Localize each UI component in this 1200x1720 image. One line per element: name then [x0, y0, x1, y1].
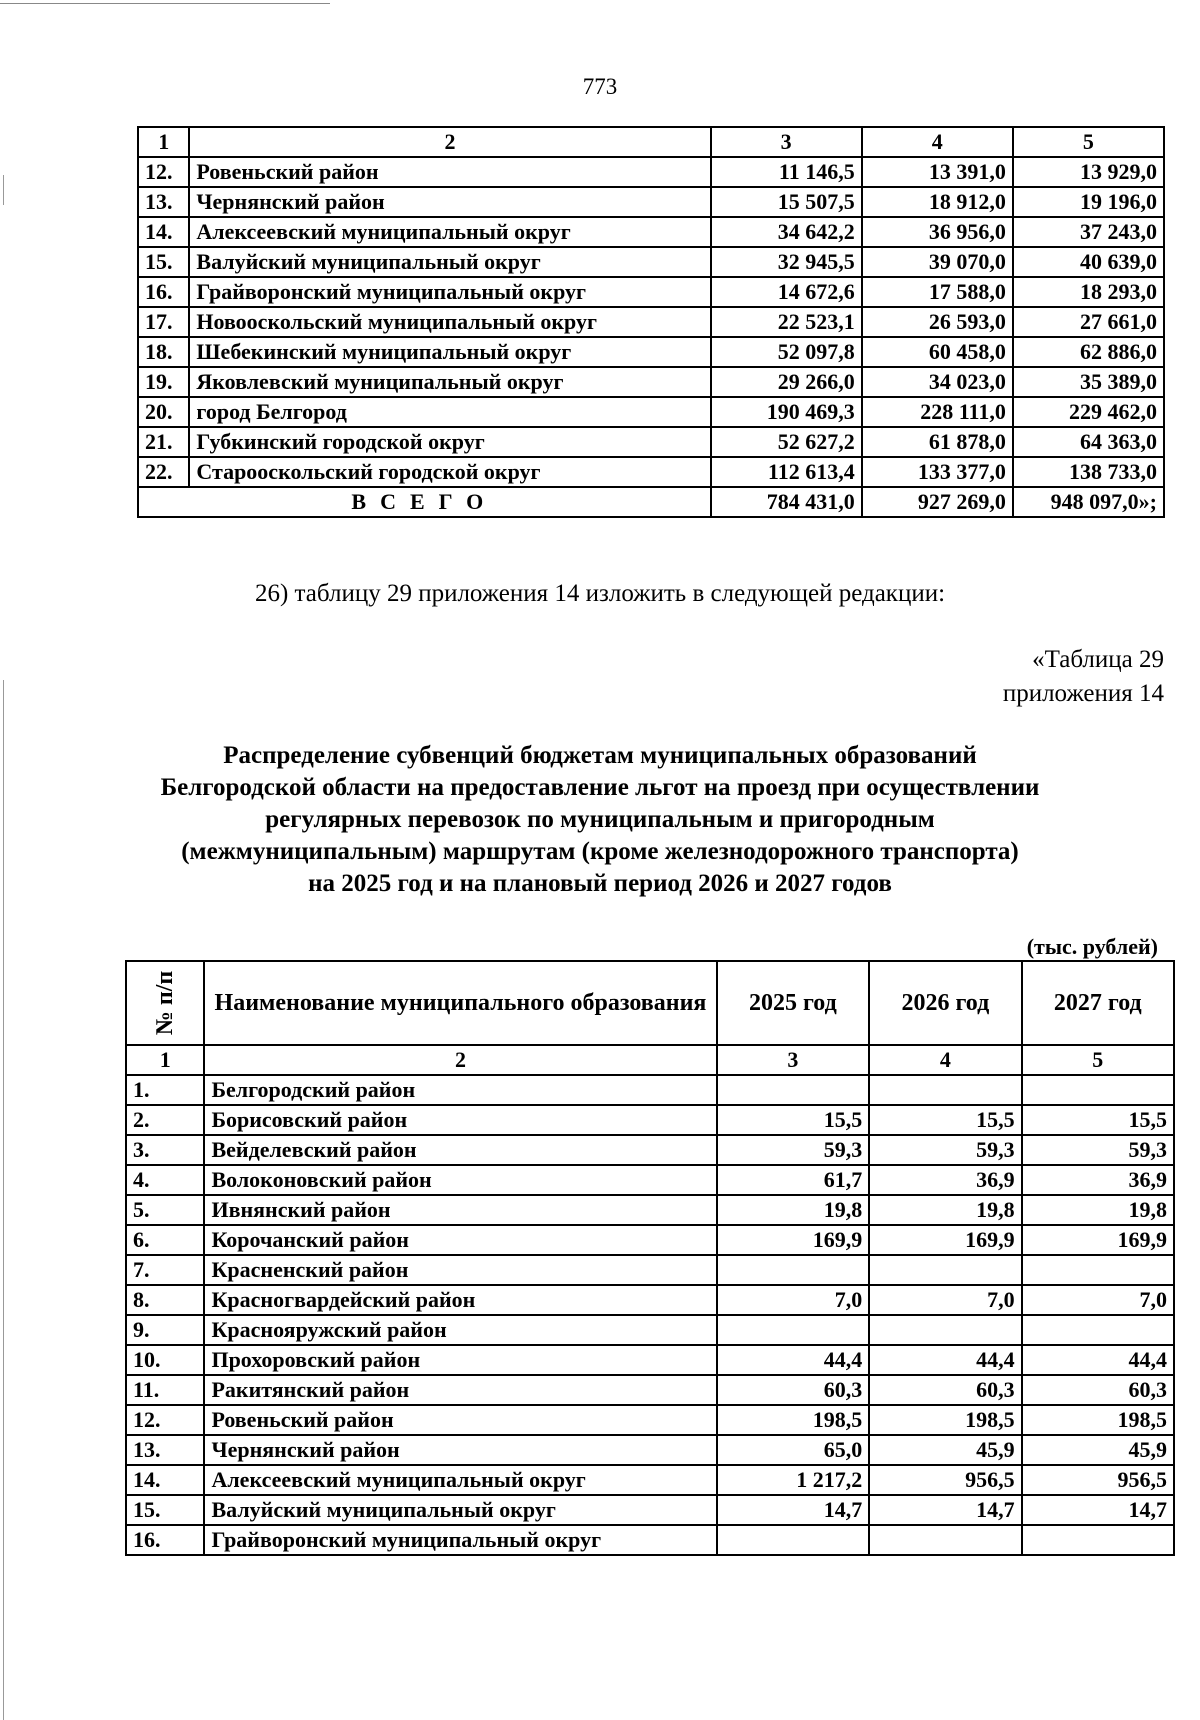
table-caption-line: «Таблица 29: [1032, 646, 1164, 673]
column-number: 3: [711, 127, 862, 157]
value-2026: 60 458,0: [862, 337, 1013, 367]
value-2025: 15,5: [717, 1105, 870, 1135]
value-2027: 15,5: [1022, 1105, 1174, 1135]
row-number: 21.: [138, 427, 189, 457]
row-number: 4.: [126, 1165, 204, 1195]
municipality-name: Яковлевский муниципальный округ: [189, 367, 710, 397]
value-2026: [869, 1075, 1021, 1105]
column-number: 1: [126, 1045, 204, 1075]
header-year-2027: 2027 год: [1022, 961, 1174, 1045]
row-number: 8.: [126, 1285, 204, 1315]
municipality-name: Грайворонский муниципальный округ: [189, 277, 710, 307]
municipality-name: Шебекинский муниципальный округ: [189, 337, 710, 367]
value-2027: 14,7: [1022, 1495, 1174, 1525]
title-line: (межмуниципальным) маршрутам (кроме железнодорожного транспорта): [181, 838, 1019, 865]
value-2025: [717, 1255, 870, 1285]
row-number: 1.: [126, 1075, 204, 1105]
units-label: (тыс. рублей): [1026, 934, 1158, 959]
municipality-name: Грайворонский муниципальный округ: [204, 1525, 716, 1555]
total-value: 927 269,0: [862, 487, 1013, 517]
table-row: [138, 337, 1164, 367]
value-2027: 60,3: [1022, 1375, 1174, 1405]
row-number: 19.: [138, 367, 189, 397]
table-row: [126, 1345, 1174, 1375]
row-number: 9.: [126, 1315, 204, 1345]
row-number: 7.: [126, 1255, 204, 1285]
table-row: [126, 1075, 1174, 1105]
table-row: [138, 307, 1164, 337]
row-number: 10.: [126, 1345, 204, 1375]
row-number: 22.: [138, 457, 189, 487]
municipality-name: Алексеевский муниципальный округ: [204, 1465, 716, 1495]
value-2025: 19,8: [717, 1195, 870, 1225]
row-number: 17.: [138, 307, 189, 337]
value-2027: 138 733,0: [1013, 457, 1164, 487]
column-number: 4: [862, 127, 1013, 157]
table-row: [138, 397, 1164, 427]
value-2025: [717, 1525, 870, 1555]
header-name: Наименование муниципального образования: [204, 961, 716, 1045]
value-2027: 45,9: [1022, 1435, 1174, 1465]
municipality-name: Корочанский район: [204, 1225, 716, 1255]
value-2027: 64 363,0: [1013, 427, 1164, 457]
row-number: 18.: [138, 337, 189, 367]
continuation-table: [137, 126, 1165, 518]
value-2025: 169,9: [717, 1225, 870, 1255]
row-number: 20.: [138, 397, 189, 427]
value-2026: [869, 1315, 1021, 1345]
header-row: [126, 961, 1174, 1045]
table-row: [126, 1435, 1174, 1465]
row-number: 13.: [138, 187, 189, 217]
value-2025: 44,4: [717, 1345, 870, 1375]
value-2026: 61 878,0: [862, 427, 1013, 457]
value-2027: 198,5: [1022, 1405, 1174, 1435]
value-2026: 13 391,0: [862, 157, 1013, 187]
value-2026: 956,5: [869, 1465, 1021, 1495]
table-row: [126, 1105, 1174, 1135]
value-2026: 15,5: [869, 1105, 1021, 1135]
value-2025: 59,3: [717, 1135, 870, 1165]
page-number: 773: [582, 74, 618, 99]
title-line: Распределение субвенций бюджетам муниципальных образований: [223, 742, 977, 769]
municipality-name: Борисовский район: [204, 1105, 716, 1135]
value-2025: 15 507,5: [711, 187, 862, 217]
subvention-table: [125, 960, 1175, 1556]
table-row: [126, 1195, 1174, 1225]
table-row: [138, 157, 1164, 187]
municipality-name: Вейделевский район: [204, 1135, 716, 1165]
value-2027: 40 639,0: [1013, 247, 1164, 277]
row-number: 12.: [138, 157, 189, 187]
column-number: 1: [138, 127, 189, 157]
row-number: 16.: [126, 1525, 204, 1555]
row-number: 12.: [126, 1405, 204, 1435]
value-2025: 198,5: [717, 1405, 870, 1435]
municipality-name: Алексеевский муниципальный округ: [189, 217, 710, 247]
municipality-name: Ракитянский район: [204, 1375, 716, 1405]
table-row: [126, 1375, 1174, 1405]
row-number: 11.: [126, 1375, 204, 1405]
table-row: [126, 1465, 1174, 1495]
row-number: 13.: [126, 1435, 204, 1465]
column-number: 2: [189, 127, 710, 157]
value-2027: 19,8: [1022, 1195, 1174, 1225]
value-2027: 37 243,0: [1013, 217, 1164, 247]
municipality-name: Ровеньский район: [204, 1405, 716, 1435]
value-2025: 52 097,8: [711, 337, 862, 367]
table-row: [126, 1165, 1174, 1195]
row-number: 6.: [126, 1225, 204, 1255]
value-2025: 32 945,5: [711, 247, 862, 277]
scan-edge-left: [3, 680, 4, 1720]
municipality-name: Валуйский муниципальный округ: [204, 1495, 716, 1525]
total-value: 784 431,0: [711, 487, 862, 517]
value-2027: [1022, 1525, 1174, 1555]
title-line: на 2025 год и на плановый период 2026 и 2027 годов: [308, 870, 892, 897]
row-number: 3.: [126, 1135, 204, 1165]
table-row: [126, 1315, 1174, 1345]
value-2026: 45,9: [869, 1435, 1021, 1465]
value-2027: 19 196,0: [1013, 187, 1164, 217]
value-2027: [1022, 1315, 1174, 1345]
table-row: [138, 247, 1164, 277]
table-row: [126, 1255, 1174, 1285]
header-number-label: № п/п: [152, 970, 179, 1036]
header-year-2025: 2025 год: [717, 961, 870, 1045]
header-number: [126, 961, 204, 1045]
row-number: 14.: [138, 217, 189, 247]
scan-edge-left: [3, 175, 4, 205]
value-2027: 229 462,0: [1013, 397, 1164, 427]
value-2026: 26 593,0: [862, 307, 1013, 337]
row-number: 2.: [126, 1105, 204, 1135]
value-2025: 52 627,2: [711, 427, 862, 457]
value-2026: 198,5: [869, 1405, 1021, 1435]
column-number: 4: [869, 1045, 1021, 1075]
municipality-name: Чернянский район: [204, 1435, 716, 1465]
row-number: 14.: [126, 1465, 204, 1495]
value-2026: 18 912,0: [862, 187, 1013, 217]
table-row: [138, 457, 1164, 487]
value-2025: 190 469,3: [711, 397, 862, 427]
municipality-name: Ивнянский район: [204, 1195, 716, 1225]
value-2027: [1022, 1075, 1174, 1105]
value-2026: 36,9: [869, 1165, 1021, 1195]
document-title: [100, 740, 1100, 900]
value-2027: 18 293,0: [1013, 277, 1164, 307]
value-2026: 34 023,0: [862, 367, 1013, 397]
column-number-row: [126, 1045, 1174, 1075]
municipality-name: Старооскольский городской округ: [189, 457, 710, 487]
value-2026: 60,3: [869, 1375, 1021, 1405]
value-2027: 7,0: [1022, 1285, 1174, 1315]
value-2027: 36,9: [1022, 1165, 1174, 1195]
value-2025: 22 523,1: [711, 307, 862, 337]
table-row: [138, 427, 1164, 457]
municipality-name: Краснояружский район: [204, 1315, 716, 1345]
municipality-name: Волоконовский район: [204, 1165, 716, 1195]
table-row: [138, 187, 1164, 217]
row-number: 15.: [138, 247, 189, 277]
table-row: [138, 277, 1164, 307]
value-2026: 59,3: [869, 1135, 1021, 1165]
table-row: [126, 1495, 1174, 1525]
value-2026: 17 588,0: [862, 277, 1013, 307]
table-row: [126, 1285, 1174, 1315]
column-number-row: [138, 127, 1164, 157]
total-row: [138, 487, 1164, 517]
value-2027: 62 886,0: [1013, 337, 1164, 367]
value-2027: 35 389,0: [1013, 367, 1164, 397]
value-2026: 7,0: [869, 1285, 1021, 1315]
value-2025: 11 146,5: [711, 157, 862, 187]
value-2027: 169,9: [1022, 1225, 1174, 1255]
total-value: 948 097,0»;: [1013, 487, 1164, 517]
title-line: регулярных перевозок по муниципальным и пригородным: [265, 806, 935, 833]
value-2026: 44,4: [869, 1345, 1021, 1375]
value-2025: 61,7: [717, 1165, 870, 1195]
municipality-name: Ровеньский район: [189, 157, 710, 187]
value-2025: 60,3: [717, 1375, 870, 1405]
row-number: 15.: [126, 1495, 204, 1525]
value-2027: 13 929,0: [1013, 157, 1164, 187]
value-2025: 7,0: [717, 1285, 870, 1315]
municipality-name: Прохоровский район: [204, 1345, 716, 1375]
value-2026: [869, 1525, 1021, 1555]
value-2026: 36 956,0: [862, 217, 1013, 247]
value-2026: 228 111,0: [862, 397, 1013, 427]
value-2027: 956,5: [1022, 1465, 1174, 1495]
row-number: 16.: [138, 277, 189, 307]
value-2027: 27 661,0: [1013, 307, 1164, 337]
table-row: [138, 217, 1164, 247]
value-2026: 133 377,0: [862, 457, 1013, 487]
column-number: 5: [1022, 1045, 1174, 1075]
column-number: 3: [717, 1045, 870, 1075]
column-number: 2: [204, 1045, 716, 1075]
value-2025: [717, 1315, 870, 1345]
table-row: [126, 1135, 1174, 1165]
value-2025: 14,7: [717, 1495, 870, 1525]
value-2027: 59,3: [1022, 1135, 1174, 1165]
header-year-2026: 2026 год: [869, 961, 1021, 1045]
table-row: [126, 1225, 1174, 1255]
row-number: 5.: [126, 1195, 204, 1225]
scan-edge-top: [0, 3, 330, 4]
value-2025: [717, 1075, 870, 1105]
municipality-name: Красногвардейский район: [204, 1285, 716, 1315]
value-2027: 44,4: [1022, 1345, 1174, 1375]
amendment-text: 26) таблицу 29 приложения 14 изложить в следующей редакции:: [254, 580, 946, 607]
municipality-name: город Белгород: [189, 397, 710, 427]
column-number: 5: [1013, 127, 1164, 157]
value-2025: 112 613,4: [711, 457, 862, 487]
table-caption-line: приложения 14: [1002, 680, 1164, 707]
municipality-name: Белгородский район: [204, 1075, 716, 1105]
value-2026: 19,8: [869, 1195, 1021, 1225]
municipality-name: Валуйский муниципальный округ: [189, 247, 710, 277]
value-2025: 34 642,2: [711, 217, 862, 247]
title-line: Белгородской области на предоставление льгот на проезд при осуществлении: [160, 774, 1040, 801]
municipality-name: Чернянский район: [189, 187, 710, 217]
value-2025: 29 266,0: [711, 367, 862, 397]
value-2026: 39 070,0: [862, 247, 1013, 277]
table-row: [126, 1525, 1174, 1555]
municipality-name: Красненский район: [204, 1255, 716, 1285]
value-2026: [869, 1255, 1021, 1285]
table-row: [126, 1405, 1174, 1435]
value-2026: 14,7: [869, 1495, 1021, 1525]
value-2025: 1 217,2: [717, 1465, 870, 1495]
value-2027: [1022, 1255, 1174, 1285]
municipality-name: Губкинский городской округ: [189, 427, 710, 457]
municipality-name: Новооскольский муниципальный округ: [189, 307, 710, 337]
value-2025: 14 672,6: [711, 277, 862, 307]
total-label: ВСЕГО: [138, 487, 711, 517]
table-row: [138, 367, 1164, 397]
value-2025: 65,0: [717, 1435, 870, 1465]
value-2026: 169,9: [869, 1225, 1021, 1255]
